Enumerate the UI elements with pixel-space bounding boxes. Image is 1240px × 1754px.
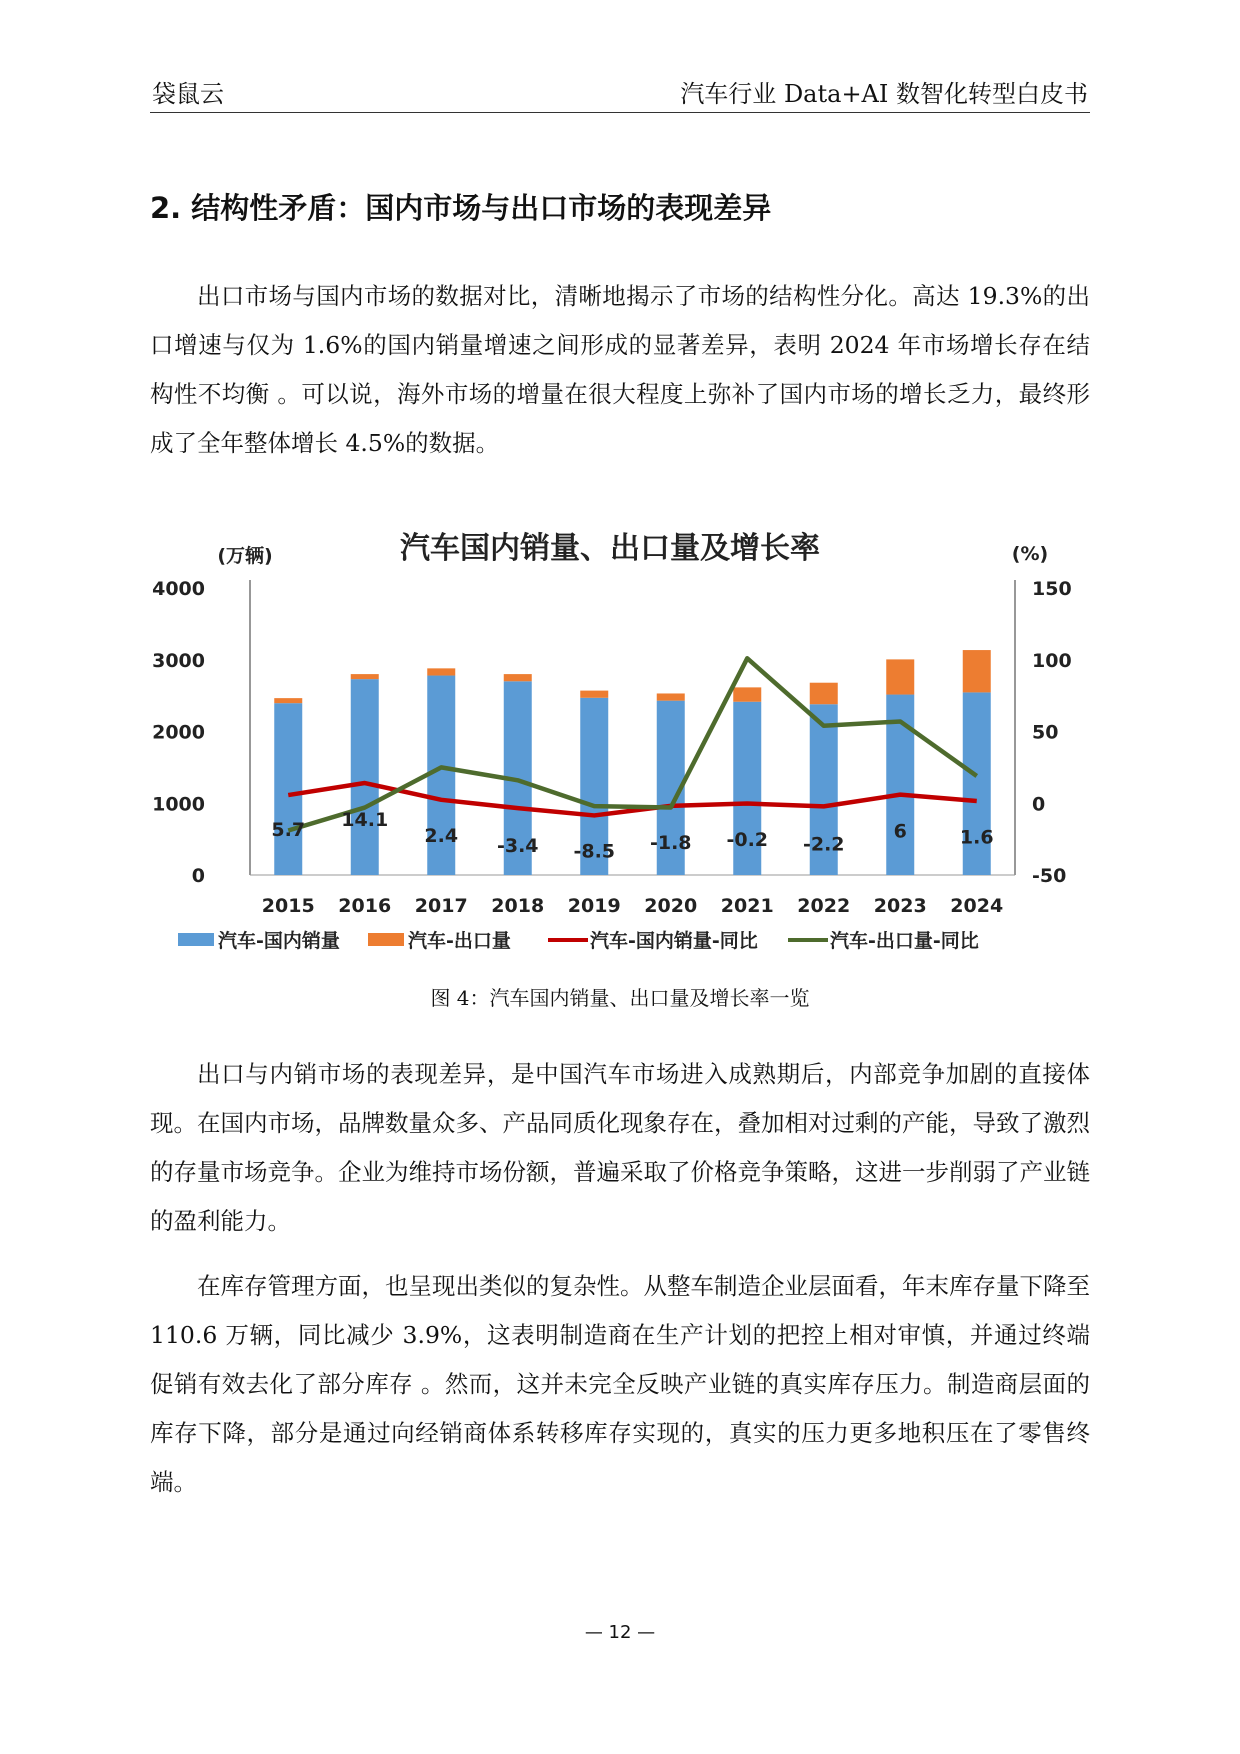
bar-export-volume xyxy=(963,650,991,692)
bar-export-volume xyxy=(886,659,914,694)
data-label: 14.1 xyxy=(341,809,389,832)
data-label: -1.8 xyxy=(649,831,692,854)
left-tick-label: 4000 xyxy=(152,578,205,600)
right-tick-label: 100 xyxy=(1032,649,1072,672)
bar-export-volume xyxy=(504,674,532,681)
x-tick-label: 2020 xyxy=(644,895,698,917)
right-tick-label: 150 xyxy=(1032,578,1072,600)
x-tick-label: 2023 xyxy=(873,895,927,917)
legend-label: 汽车-出口量 xyxy=(408,930,511,952)
left-tick-label: 2000 xyxy=(152,721,205,744)
bar-domestic-sales xyxy=(274,703,302,875)
legend-swatch-domestic xyxy=(178,933,214,946)
bar-export-volume xyxy=(351,674,379,679)
x-tick-label: 2022 xyxy=(797,895,851,917)
data-label: 6 xyxy=(893,820,907,843)
x-tick-label: 2016 xyxy=(338,895,392,917)
data-label: 5.7 xyxy=(271,819,306,842)
data-label: -0.2 xyxy=(726,829,769,852)
right-tick-label: 50 xyxy=(1032,721,1059,744)
data-label: -2.2 xyxy=(802,833,845,856)
x-tick-label: 2021 xyxy=(720,895,774,917)
paragraph-3: 在库存管理方面，也呈现出类似的复杂性。从整车制造企业层面看，年末库存量下降至 110.6 万辆，同比减少 3.9%，这表明制造商在生产计划的把控上相对审慎，并通过终端促销有效去化了部分库存 。然而，这并未完全反映产业链的真实库存压力。制造商层面的库存下降，部分是通过向经销商体系转移库存实现的，真实的压力更多地积压在了零售终端。 xyxy=(150,1272,1091,1496)
page-number: — 12 — xyxy=(584,1622,656,1643)
bar-export-volume xyxy=(427,668,455,675)
bar-export-volume xyxy=(810,683,838,705)
x-tick-label: 2015 xyxy=(261,895,315,917)
figure-caption: 图 4：汽车国内销量、出口量及增长率一览 xyxy=(430,986,810,1010)
bar-export-volume xyxy=(733,687,761,701)
right-tick-label: -50 xyxy=(1032,865,1067,887)
data-label: 1.6 xyxy=(959,826,994,849)
legend-label: 汽车-出口量-同比 xyxy=(830,930,979,952)
chart-svg xyxy=(150,500,1090,980)
x-tick-label: 2018 xyxy=(491,895,545,917)
right-tick-label: 0 xyxy=(1032,793,1046,816)
page-header xyxy=(150,70,1090,113)
left-tick-label: 1000 xyxy=(152,793,205,816)
chart-container xyxy=(150,500,1090,980)
header-brand: 袋鼠云 xyxy=(152,80,224,108)
paragraph-2: 出口与内销市场的表现差异，是中国汽车市场进入成熟期后，内部竞争加剧的直接体现。在国内市场，品牌数量众多、产品同质化现象存在，叠加相对过剩的产能，导致了激烈的存量市场竞争。企业为维持市场份额，普遍采取了价格竞争策略，这进一步削弱了产业链的盈利能力。 xyxy=(150,1060,1090,1235)
header-document-title: 汽车行业 Data+AI 数智化转型白皮书 xyxy=(680,80,1088,108)
bar-domestic-sales xyxy=(351,679,379,875)
line-export-yoy xyxy=(288,658,977,830)
data-label: 2.4 xyxy=(424,824,459,847)
bar-export-volume xyxy=(274,698,302,703)
left-tick-label: 3000 xyxy=(152,649,205,672)
section-title: 2. 结构性矛盾：国内市场与出口市场的表现差异 xyxy=(150,191,772,225)
legend-label: 汽车-国内销量 xyxy=(218,930,340,952)
legend-label: 汽车-国内销量-同比 xyxy=(590,930,758,952)
bar-export-volume xyxy=(657,693,685,700)
chart-title: 汽车国内销量、出口量及增长率 xyxy=(400,531,820,566)
x-tick-label: 2017 xyxy=(414,895,468,917)
left-axis-unit: (万辆) xyxy=(217,545,273,567)
line-domestic-yoy xyxy=(288,783,977,815)
paragraph-1: 出口市场与国内市场的数据对比，清晰地揭示了市场的结构性分化。高达 19.3%的出口增速与仅为 1.6%的国内销量增速之间形成的显著差异，表明 2024 年市场增长存在结构性不均衡 。可以说，海外市场的增量在很大程度上弥补了国内市场的增长乏力，最终形成了全年整体增长 4.5%的数据。 xyxy=(150,282,1090,457)
legend-swatch-export xyxy=(368,933,404,946)
x-tick-label: 2019 xyxy=(567,895,621,917)
bar-export-volume xyxy=(580,691,608,698)
data-label: -3.4 xyxy=(496,834,539,857)
x-tick-label: 2024 xyxy=(950,895,1004,917)
data-label: -8.5 xyxy=(573,840,616,863)
right-axis-unit: (%) xyxy=(1011,543,1049,565)
left-tick-label: 0 xyxy=(191,865,205,887)
